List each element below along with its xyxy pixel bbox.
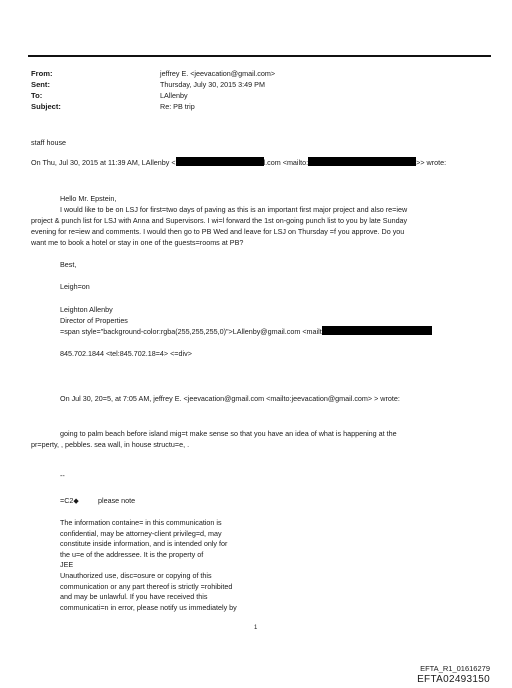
sent-label: Sent: [31, 80, 50, 89]
notice-line: The information containe= in this communication is [60, 518, 222, 527]
notice-line: communicati=n in error, please notify us immediately by [60, 602, 237, 612]
redaction-box [308, 157, 416, 166]
message-line-1: going to palm beach before island mig=t make sense so that you have an idea of what is happening at the [60, 429, 397, 438]
span-style-text: =span style="background-color:rgba(255,255,255,0)">LAllenby@gmail.com <mailt [60, 327, 322, 336]
phone-line: 845.702.1844 <tel:845.702.18=4> <=div> [60, 349, 192, 358]
from-label: From: [31, 69, 53, 78]
paragraph-line-4: want me to book a hotel or stay in one of the guests=rooms at PB? [31, 238, 244, 247]
subject-value: Re: PB trip [160, 102, 195, 111]
notice-line: confidential, may be attorney-client privileg=d, may [60, 528, 222, 538]
subject-label: Subject: [31, 102, 61, 111]
signature-separator: -- [60, 471, 65, 480]
signature-title: Director of Properties [60, 316, 128, 325]
to-value: LAllenby [160, 91, 188, 100]
notice-line: and may be unlawful. If you have received this [60, 592, 208, 602]
notice-line: the u=e of the addressee. It is the property of [60, 549, 204, 559]
paragraph-line-3: evening for re=iew and comments. I would then go to PB Wed and leave for LSJ on Thursday =f you approve. Do you [31, 227, 405, 236]
reply-intro-text-c: >> wrote: [416, 158, 447, 167]
paragraph-line-1: I would like to be on LSJ for first=two days of paving as this is an important first major project and also re=iew [60, 205, 408, 214]
staff-house-line: staff house [31, 138, 67, 147]
signature-nickname: Leigh=on [60, 282, 90, 291]
signature-full-name: Leighton Allenby [60, 305, 113, 314]
notice-line: Unauthorized use, disc=osure or copying of this [60, 571, 212, 580]
from-value: jeffrey E. <jeevacation@gmail.com> [160, 69, 276, 78]
reply-intro-text-a: On Thu, Jul 30, 2015 at 11:39 AM, LAllenby < [31, 158, 176, 167]
footer-id-small: EFTA_R1_01616279 [420, 664, 490, 673]
sent-value: Thursday, July 30, 2015 3:49 PM [160, 80, 265, 89]
reply-intro-line [31, 157, 446, 168]
please-note: please note [98, 496, 136, 505]
notice-line: communication or any part thereof is strictly =rohibited [60, 581, 233, 591]
closing-best: Best, [60, 260, 77, 269]
quoted-reply-intro: On Jul 30, 20=5, at 7:05 AM, jeffrey E. <jeevacation@gmail.com <mailto:jeevacation@gmail.com> > wrote: [60, 394, 400, 403]
redaction-box [322, 326, 432, 335]
notice-line: JEE [60, 560, 74, 570]
page-number: 1 [254, 625, 258, 631]
footer-id-large: EFTA02493150 [417, 674, 490, 685]
header-top-rule [28, 55, 491, 57]
redaction-box [176, 157, 264, 166]
message-line-2: pr=perty, , pebbles. sea wall, in house structu=e, . [31, 440, 190, 449]
greeting: Hello Mr. Epstein, [60, 194, 117, 203]
notice-line: constitute inside information, and is intended only for [60, 539, 228, 549]
reply-intro-text-b: l.com <mailto: [263, 158, 309, 167]
encoding-marker: =C2◆ [60, 496, 79, 505]
to-label: To: [31, 91, 43, 100]
paragraph-line-2: project & punch list for LSJ with Anna and Supervisors. I wi=l forward the 1st on-going punch list to you by late Sunday [31, 216, 408, 225]
signature-email-line [60, 326, 432, 337]
